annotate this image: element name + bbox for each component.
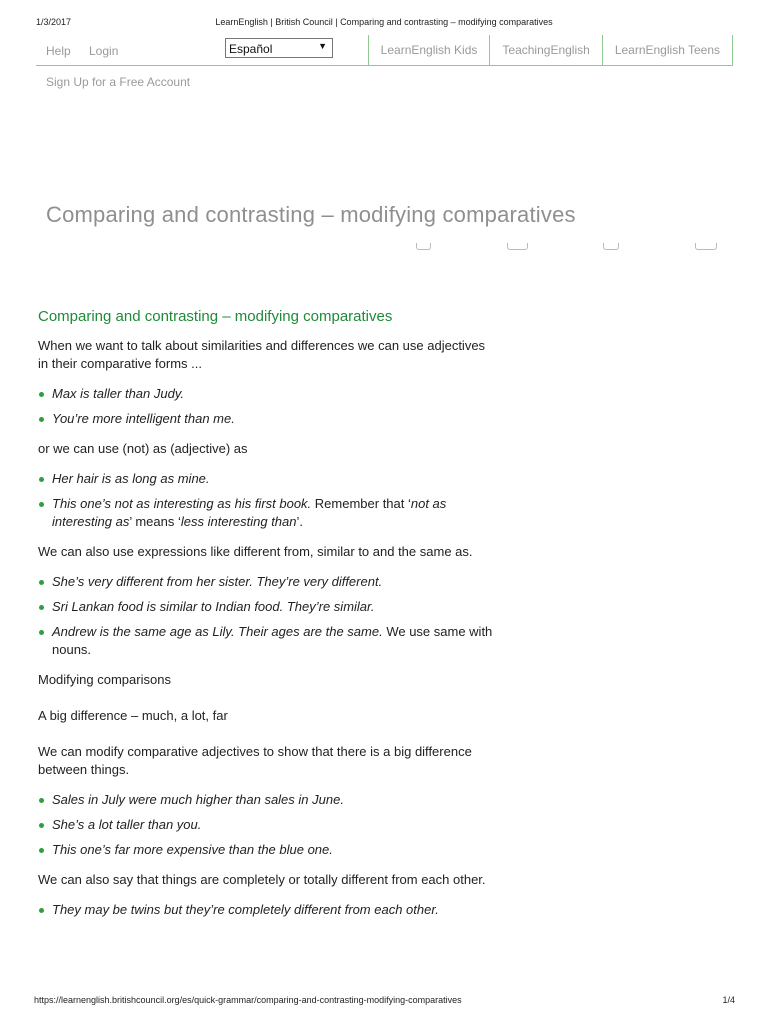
bullet-icon — [39, 392, 44, 397]
list-item: This one’s not as interesting as his first book. Remember that ‘not as interesting as’ means ‘less interesting than’. — [38, 495, 493, 531]
bullet-icon — [39, 502, 44, 507]
login-link[interactable]: Login — [89, 44, 119, 58]
example-list — [38, 385, 493, 428]
print-date: 1/3/2017 — [36, 17, 72, 27]
list-item: She’s very different from her sister. They’re very different. — [38, 573, 493, 591]
dropdown-arrow-icon: ▼ — [318, 41, 327, 51]
subheading: Modifying comparisons — [38, 672, 171, 687]
list-item: She’s a lot taller than you. — [38, 816, 493, 834]
list-item: Her hair is as long as mine. — [38, 470, 493, 488]
signup-link[interactable]: Sign Up for a Free Account — [46, 75, 191, 89]
paragraph: We can also use expressions like different from, similar to and the same as. — [38, 544, 473, 559]
example-list — [38, 901, 493, 919]
print-url: https://learnenglish.britishcouncil.org/es/quick-grammar/comparing-and-contrasting-modifying-comparatives — [34, 995, 462, 1005]
example-list — [38, 573, 493, 659]
top-navigation — [36, 35, 733, 66]
share-button-stub[interactable] — [695, 243, 717, 250]
list-item: This one’s far more expensive than the blue one. — [38, 841, 493, 859]
share-button-stub[interactable] — [416, 243, 431, 250]
sister-sites — [368, 35, 733, 65]
bullet-icon — [39, 630, 44, 635]
subheading: A big difference – much, a lot, far — [38, 708, 228, 723]
print-footer — [0, 995, 768, 1007]
paragraph: We can modify comparative adjectives to show that there is a big difference between things. — [38, 744, 472, 777]
list-item: Andrew is the same age as Lily. Their ages are the same. We use same with nouns. — [38, 623, 493, 659]
language-selected-value: Español — [229, 42, 273, 56]
article-heading: Comparing and contrasting – modifying comparatives — [38, 308, 393, 325]
bullet-icon — [39, 417, 44, 422]
article-content — [38, 308, 493, 931]
bullet-icon — [39, 848, 44, 853]
paragraph: We can also say that things are completely or totally different from each other. — [38, 872, 486, 887]
print-header — [0, 17, 768, 31]
print-page-title: LearnEnglish | British Council | Comparing and contrasting – modifying comparatives — [215, 17, 553, 27]
share-buttons — [0, 243, 768, 253]
list-item: You’re more intelligent than me. — [38, 410, 493, 428]
bullet-icon — [39, 823, 44, 828]
site-link-teachingenglish[interactable]: TeachingEnglish — [489, 35, 601, 65]
example-list — [38, 470, 493, 531]
help-link[interactable]: Help — [46, 44, 71, 58]
bullet-icon — [39, 580, 44, 585]
page-title: Comparing and contrasting – modifying comparatives — [46, 202, 576, 227]
list-item: Sales in July were much higher than sales in June. — [38, 791, 493, 809]
bullet-icon — [39, 605, 44, 610]
bullet-icon — [39, 908, 44, 913]
list-item: They may be twins but they’re completely different from each other. — [38, 901, 493, 919]
site-link-learnenglish-kids[interactable]: LearnEnglish Kids — [368, 35, 490, 65]
paragraph: or we can use (not) as (adjective) as — [38, 441, 248, 456]
bullet-icon — [39, 798, 44, 803]
paragraph: When we want to talk about similarities and differences we can use adjectives in their comparative forms ... — [38, 338, 486, 371]
site-link-learnenglish-teens[interactable]: LearnEnglish Teens — [602, 35, 733, 65]
language-select[interactable] — [225, 38, 333, 58]
list-item: Max is taller than Judy. — [38, 385, 493, 403]
example-list — [38, 791, 493, 859]
list-item: Sri Lankan food is similar to Indian food. They’re similar. — [38, 598, 493, 616]
share-button-stub[interactable] — [507, 243, 528, 250]
print-page-number: 1/4 — [722, 995, 735, 1005]
share-button-stub[interactable] — [603, 243, 619, 250]
bullet-icon — [39, 477, 44, 482]
